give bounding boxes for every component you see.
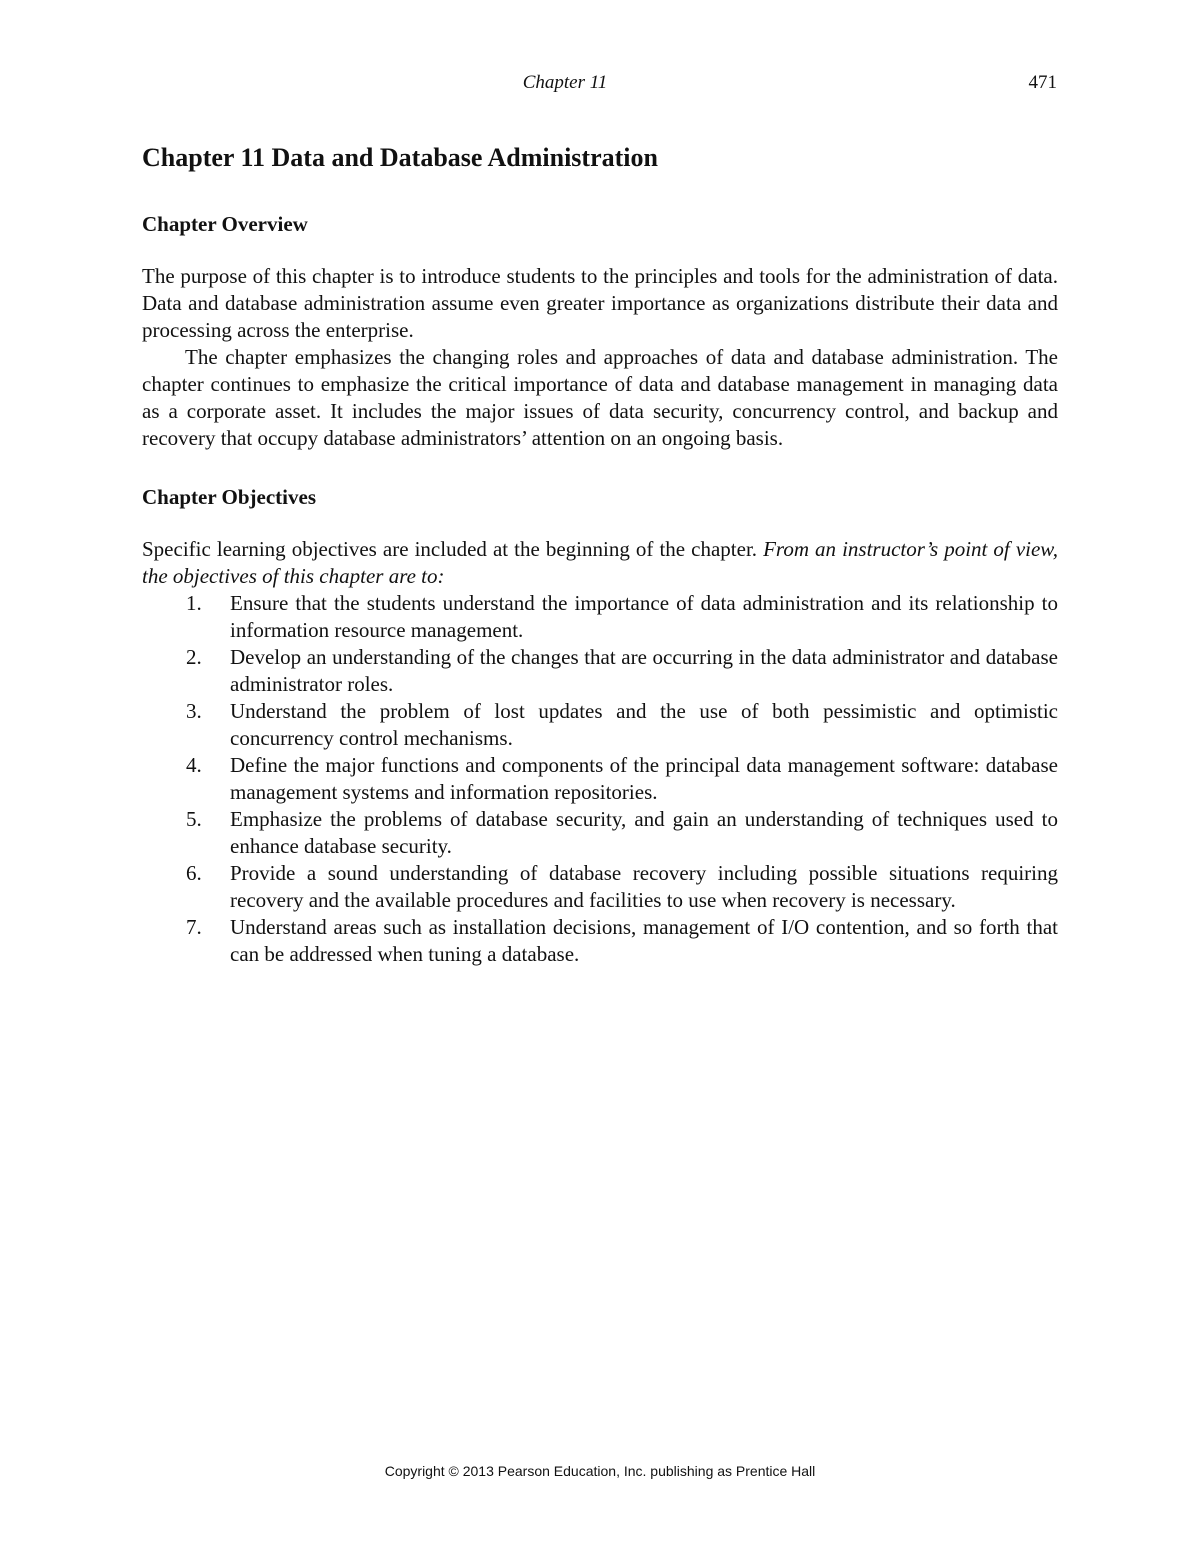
objective-number: 4.: [186, 753, 202, 777]
objective-number: 1.: [186, 591, 202, 615]
main-content: [142, 140, 1058, 968]
running-header: [0, 72, 1200, 98]
copyright-footer: Copyright © 2013 Pearson Education, Inc. publishing as Prentice Hall: [384, 1463, 816, 1479]
objectives-intro-italic: From an instructor’s point of view, the objectives of this chapter are to:: [142, 537, 1058, 588]
objective-text: Define the major functions and components of the principal data management software: database management systems and information repositories.: [230, 753, 1058, 804]
objective-number: 5.: [186, 807, 202, 831]
objectives-intro-text: Specific learning objectives are included at the beginning of the chapter.: [142, 537, 764, 561]
objective-text: Ensure that the students understand the importance of data administration and its relationship to information resource management.: [230, 591, 1058, 642]
overview-paragraph: The purpose of this chapter is to introduce students to the principles and tools for the administration of data. Data and database administration assume even greater importance as organizations distribute their data and processing across the enterprise.: [142, 264, 1058, 342]
objective-number: 7.: [186, 915, 202, 939]
objective-item: [142, 644, 1058, 698]
objectives-intro: [142, 536, 1058, 590]
objective-number: 6.: [186, 861, 202, 885]
overview-paragraph: The chapter emphasizes the changing roles and approaches of data and database administration. The chapter continues to emphasize the critical importance of data and database management in managing data as a corporate asset. It includes the major issues of data security, concurrency control, and backup and recovery that occupy database administrators’ attention on an ongoing basis.: [142, 345, 1058, 450]
running-title: Chapter 11: [522, 72, 608, 93]
objective-item: [142, 698, 1058, 752]
overview-heading: Chapter Overview: [142, 212, 308, 236]
objective-item: [142, 914, 1058, 968]
objective-number: 2.: [186, 645, 202, 669]
objective-item: [142, 752, 1058, 806]
objective-item: [142, 860, 1058, 914]
objective-text: Emphasize the problems of database security, and gain an understanding of techniques used to enhance database security.: [230, 807, 1058, 858]
chapter-title: Chapter 11 Data and Database Administration: [142, 143, 658, 172]
objective-item: [142, 806, 1058, 860]
objectives-list: [142, 590, 1058, 968]
objective-item: [142, 590, 1058, 644]
objective-text: Understand the problem of lost updates and the use of both pessimistic and optimistic concurrency control mechanisms.: [230, 699, 1058, 750]
objective-text: Understand areas such as installation decisions, management of I/O contention, and so forth that can be addressed when tuning a database.: [230, 915, 1058, 966]
page-number: 471: [1028, 72, 1057, 93]
objectives-heading: Chapter Objectives: [142, 485, 316, 509]
objective-text: Provide a sound understanding of database recovery including possible situations requiring recovery and the available procedures and facilities to use when recovery is necessary.: [230, 861, 1058, 912]
objective-number: 3.: [186, 699, 202, 723]
objective-text: Develop an understanding of the changes that are occurring in the data administrator and database administrator roles.: [230, 645, 1058, 696]
